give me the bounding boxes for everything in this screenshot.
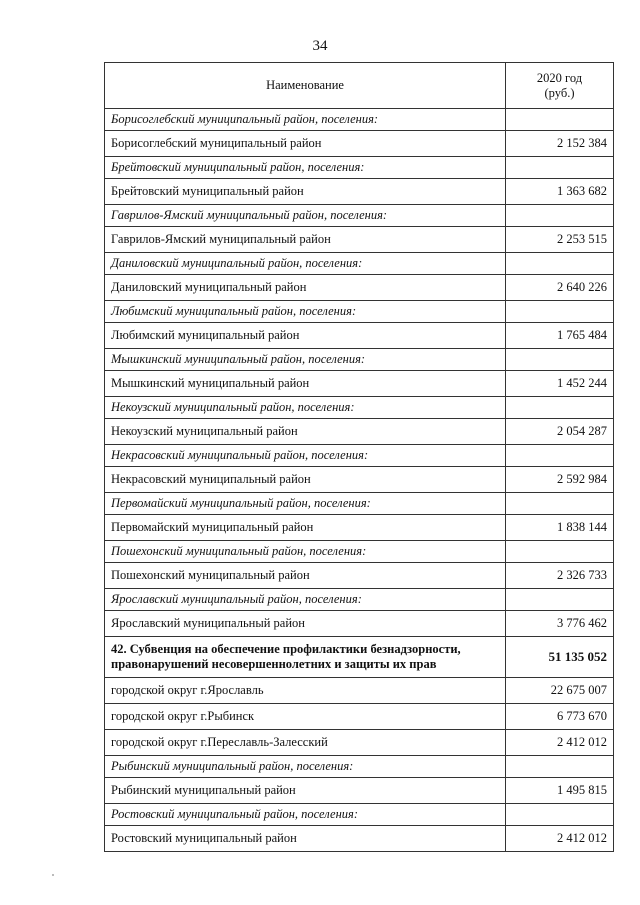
cell-name: Брейтовский муниципальный район, поселения: — [105, 157, 506, 179]
cell-name: Любимский муниципальный район, поселения: — [105, 301, 506, 323]
table-row-section-heading — [105, 397, 614, 419]
table-row — [105, 678, 614, 704]
cell-name: Некоузский муниципальный район — [105, 419, 506, 445]
cell-name: Рыбинский муниципальный район, поселения: — [105, 756, 506, 778]
cell-value: 2 412 012 — [506, 826, 614, 852]
cell-value — [506, 253, 614, 275]
cell-name: Некрасовский муниципальный район — [105, 467, 506, 493]
table-row-section-heading — [105, 756, 614, 778]
cell-name: Мышкинский муниципальный район, поселения: — [105, 349, 506, 371]
table-row — [105, 227, 614, 253]
cell-value: 1 838 144 — [506, 515, 614, 541]
cell-value — [506, 349, 614, 371]
cell-value — [506, 301, 614, 323]
table-row — [105, 323, 614, 349]
cell-value — [506, 756, 614, 778]
cell-name: Борисоглебский муниципальный район, поселения: — [105, 109, 506, 131]
cell-value — [506, 109, 614, 131]
table-row-section-heading — [105, 589, 614, 611]
table-row-section-heading — [105, 493, 614, 515]
cell-name: Брейтовский муниципальный район — [105, 179, 506, 205]
table-row — [105, 131, 614, 157]
cell-name: Пошехонский муниципальный район — [105, 563, 506, 589]
table-row — [105, 467, 614, 493]
table-row-section-heading — [105, 445, 614, 467]
page-number: 34 — [312, 38, 328, 54]
table-row — [105, 371, 614, 397]
column-header-year — [506, 63, 614, 109]
table-row — [105, 778, 614, 804]
table-row-section-heading — [105, 349, 614, 371]
cell-name: Некоузский муниципальный район, поселения: — [105, 397, 506, 419]
cell-name: Борисоглебский муниципальный район — [105, 131, 506, 157]
cell-value: 6 773 670 — [506, 704, 614, 730]
cell-name: Даниловский муниципальный район — [105, 275, 506, 301]
cell-name: городской округ г.Ярославль — [105, 678, 506, 704]
cell-value — [506, 205, 614, 227]
cell-name: Ярославский муниципальный район — [105, 611, 506, 637]
cell-name: Гаврилов-Ямский муниципальный район — [105, 227, 506, 253]
table-row-section-heading — [105, 205, 614, 227]
cell-name: 42. Субвенция на обеспечение профилактики безнадзорности, правонарушений несовершеннолетних и защиты их прав — [105, 637, 506, 678]
cell-value: 2 054 287 — [506, 419, 614, 445]
cell-value: 1 495 815 — [506, 778, 614, 804]
cell-name: Первомайский муниципальный район — [105, 515, 506, 541]
cell-value — [506, 397, 614, 419]
table-row — [105, 515, 614, 541]
cell-name: Некрасовский муниципальный район, поселения: — [105, 445, 506, 467]
cell-value: 22 675 007 — [506, 678, 614, 704]
table-row — [105, 704, 614, 730]
cell-value — [506, 157, 614, 179]
cell-name: Даниловский муниципальный район, поселения: — [105, 253, 506, 275]
cell-name: городской округ г.Рыбинск — [105, 704, 506, 730]
cell-name: Ростовский муниципальный район — [105, 826, 506, 852]
cell-name: Первомайский муниципальный район, поселения: — [105, 493, 506, 515]
cell-value — [506, 445, 614, 467]
table-row-section-heading — [105, 109, 614, 131]
cell-value — [506, 493, 614, 515]
cell-value: 2 253 515 — [506, 227, 614, 253]
cell-value: 2 640 226 — [506, 275, 614, 301]
cell-value — [506, 541, 614, 563]
table-row — [105, 730, 614, 756]
table-row-section-heading — [105, 804, 614, 826]
cell-value — [506, 589, 614, 611]
table-row — [105, 419, 614, 445]
table-row — [105, 611, 614, 637]
scan-artifact — [52, 874, 54, 876]
cell-value: 1 452 244 — [506, 371, 614, 397]
table-row — [105, 563, 614, 589]
cell-name: Мышкинский муниципальный район — [105, 371, 506, 397]
cell-name: Рыбинский муниципальный район — [105, 778, 506, 804]
column-header-name: Наименование — [105, 63, 506, 109]
table-row-section-heading — [105, 541, 614, 563]
cell-value: 2 412 012 — [506, 730, 614, 756]
column-header-year-label: 2020 год — [536, 70, 583, 85]
table-row-section-heading — [105, 253, 614, 275]
table-row — [105, 179, 614, 205]
cell-name: Ростовский муниципальный район, поселения: — [105, 804, 506, 826]
table-row-section-heading — [105, 157, 614, 179]
table-row — [105, 275, 614, 301]
cell-value — [506, 804, 614, 826]
cell-value: 2 592 984 — [506, 467, 614, 493]
cell-name: Ярославский муниципальный район, поселения: — [105, 589, 506, 611]
table-header-row — [105, 63, 614, 109]
cell-name: Гаврилов-Ямский муниципальный район, поселения: — [105, 205, 506, 227]
budget-table — [104, 62, 614, 852]
cell-value: 1 363 682 — [506, 179, 614, 205]
cell-name: городской округ г.Переславль-Залесский — [105, 730, 506, 756]
table-body — [105, 109, 614, 852]
column-header-unit: (руб.) — [544, 85, 575, 100]
cell-value: 2 152 384 — [506, 131, 614, 157]
table-row — [105, 826, 614, 852]
cell-value: 1 765 484 — [506, 323, 614, 349]
cell-value: 2 326 733 — [506, 563, 614, 589]
cell-name: Пошехонский муниципальный район, поселения: — [105, 541, 506, 563]
table-row-subsidy-total — [105, 637, 614, 678]
table-row-section-heading — [105, 301, 614, 323]
cell-name: Любимский муниципальный район — [105, 323, 506, 349]
cell-value: 51 135 052 — [506, 637, 614, 678]
cell-value: 3 776 462 — [506, 611, 614, 637]
